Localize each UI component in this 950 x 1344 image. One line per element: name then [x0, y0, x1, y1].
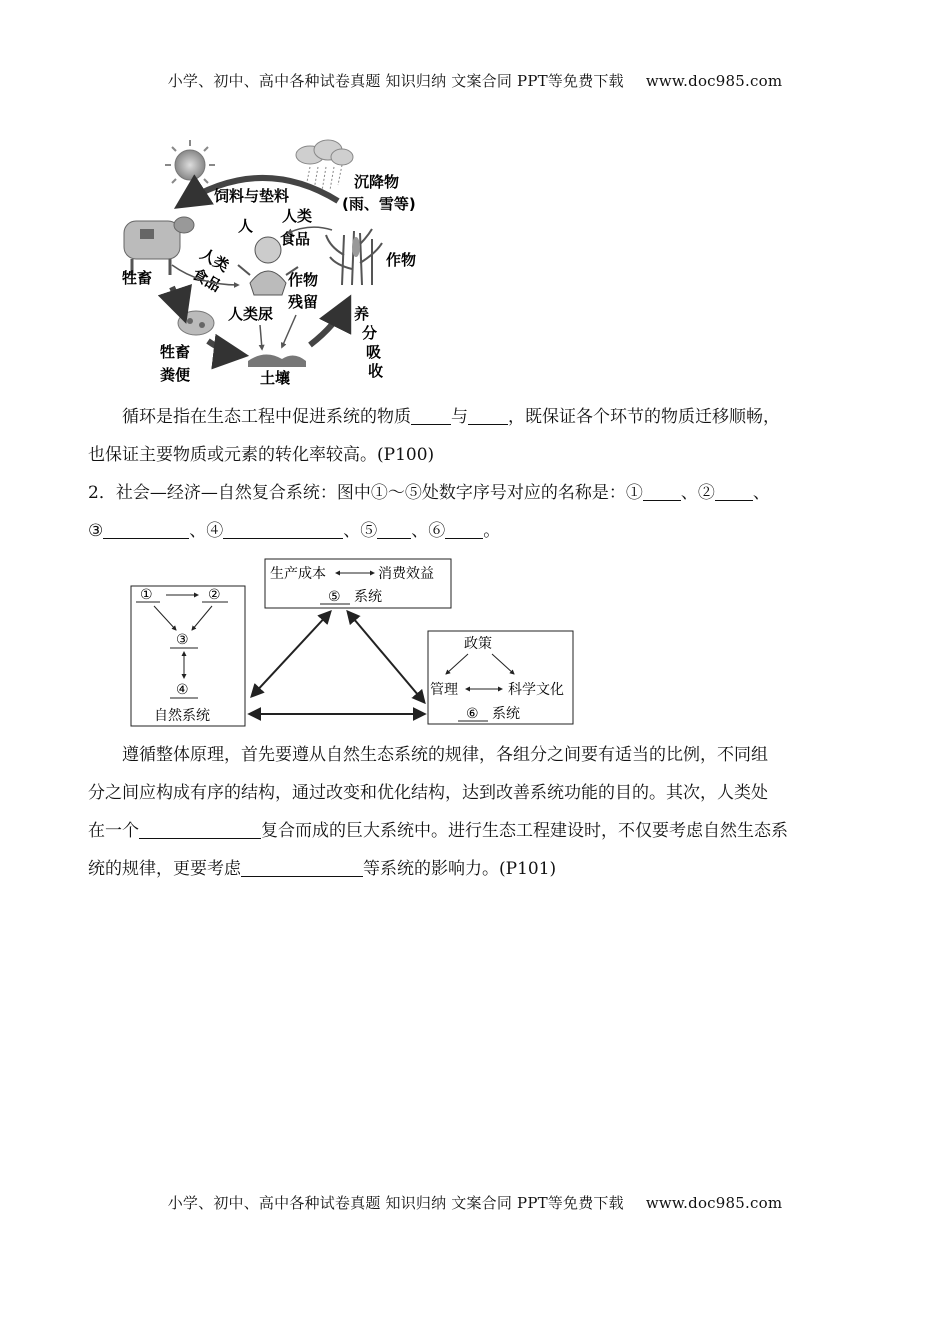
label-circle-1: ① [140, 587, 153, 603]
answer-blank-n4[interactable] [223, 520, 343, 539]
answer-blank-4[interactable] [241, 858, 363, 877]
answer-blank-n5[interactable] [377, 520, 411, 539]
precipitation-sub-label: (雨、雪等) [342, 195, 416, 213]
page-header [0, 70, 950, 91]
answer-blank-3[interactable] [139, 820, 261, 839]
natural-system-label: 自然系统 [154, 708, 210, 724]
sci-culture-label: 科学文化 [508, 682, 564, 698]
manure-label-1: 牲畜 [160, 343, 191, 361]
soil-icon [248, 354, 306, 367]
precipitation-label: 沉降物 [354, 173, 400, 191]
manure-label-2: 粪便 [160, 366, 191, 384]
human-label: 人 [238, 217, 254, 235]
header-url[interactable]: www.doc985.com [645, 72, 783, 90]
human-food-label-a2: 食品 [280, 230, 311, 248]
holism-paragraph-line4: 统的规律，更要考虑 等系统的影响力。(P101) [88, 859, 557, 879]
holism-paragraph-line1: 遵循整体原理，首先要遵从自然生态系统的规律，各组分之间要有适当的比例，不同组 [122, 745, 768, 765]
sun-icon [165, 140, 215, 190]
question-2-line1: 2．社会—经济—自然复合系统：图中①～⑤处数字序号对应的名称是：① 、② 、 [88, 483, 770, 503]
nutrient-label-4: 收 [368, 362, 384, 380]
livestock-label: 牲畜 [122, 269, 153, 287]
human-food-label-b2: 食品 [189, 264, 225, 296]
human-food-label-a1: 人类 [282, 207, 313, 225]
label-circle-4: ④ [176, 682, 189, 698]
system-label-5: 系统 [354, 589, 382, 605]
complex-system-diagram [128, 556, 580, 730]
footer-text: 小学、初中、高中各种试卷真题 知识归纳 文案合同 PPT等免费下载 [167, 1194, 624, 1212]
label-circle-5: ⑤ [328, 589, 341, 605]
natural-system-box [131, 586, 245, 726]
label-circle-2: ② [208, 587, 221, 603]
cycle-diagram [110, 135, 450, 390]
cycling-paragraph-line2: 也保证主要物质或元素的转化率较高。(P100) [88, 445, 435, 465]
human-food-label-b1: 人类 [197, 244, 233, 276]
cycling-paragraph: 循环是指在生态工程中促进系统的物质 与 ，既保证各个环节的物质迁移顺畅， [122, 407, 780, 427]
nutrient-label-2: 分 [362, 324, 378, 342]
policy-label: 政策 [464, 636, 492, 652]
header-text: 小学、初中、高中各种试卷真题 知识归纳 文案合同 PPT等免费下载 [167, 72, 624, 90]
management-label: 管理 [430, 682, 458, 698]
crop-icon [326, 229, 382, 285]
crop-residue-label-2: 残留 [288, 293, 319, 311]
crop-residue-label-1: 作物 [288, 271, 319, 289]
consumption-benefit-label: 消费效益 [378, 566, 434, 582]
answer-blank-2[interactable] [468, 406, 508, 425]
footer-url[interactable]: www.doc985.com [645, 1194, 783, 1212]
livestock-icon [124, 217, 194, 275]
label-circle-6: ⑥ [466, 706, 479, 722]
question-2-line2: ③ 、④ 、⑤ 、⑥ 。 [88, 521, 501, 541]
production-cost-label: 生产成本 [270, 566, 326, 582]
answer-blank-1[interactable] [411, 406, 451, 425]
human-waste-label: 人类尿 [228, 305, 274, 323]
label-circle-3: ③ [176, 632, 189, 648]
holism-paragraph-line2: 分之间应构成有序的结构，通过改变和优化结构，达到改善系统功能的目的。其次，人类处 [88, 783, 768, 803]
page-footer [0, 1192, 950, 1213]
crop-label: 作物 [386, 251, 417, 269]
answer-blank-n3[interactable] [103, 520, 189, 539]
nutrient-label-3: 吸 [366, 343, 382, 361]
nutrient-label-1: 养 [354, 305, 370, 323]
feed-bedding-label: 饲料与垫料 [214, 187, 290, 205]
holism-paragraph-line3: 在一个 复合而成的巨大系统中。进行生态工程建设时，不仅要考虑自然生态系 [88, 821, 788, 841]
system-label-6: 系统 [492, 706, 520, 722]
soil-label: 土壤 [260, 369, 291, 387]
answer-blank-n2[interactable] [715, 482, 753, 501]
answer-blank-n1[interactable] [643, 482, 681, 501]
answer-blank-n6[interactable] [445, 520, 483, 539]
